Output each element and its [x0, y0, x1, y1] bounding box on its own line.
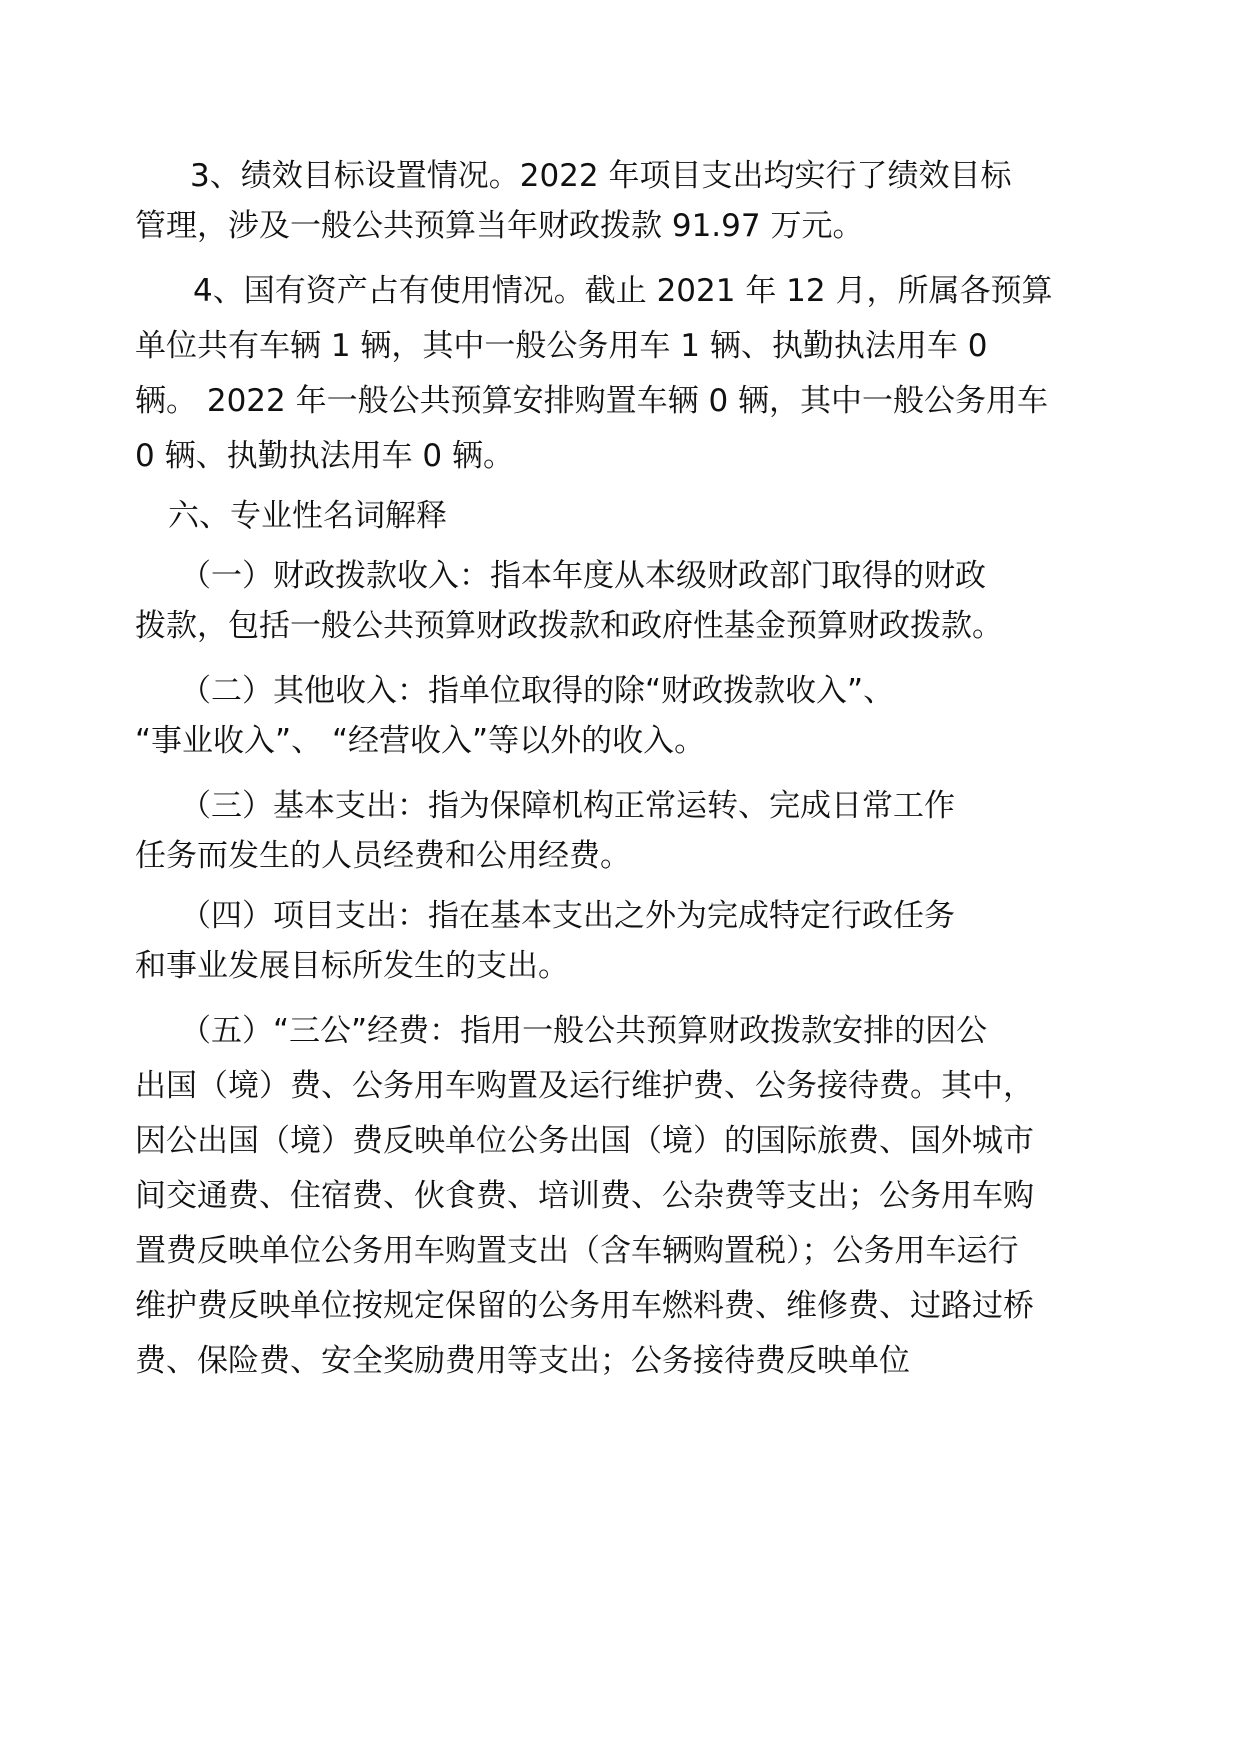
- paragraph-performance-targets-line-2: 管理，涉及一般公共预算当年财政拨款 91.97 万元。: [135, 208, 864, 244]
- term-1-line-2: 拨款，包括一般公共预算财政拨款和政府性基金预算财政拨款。: [135, 608, 1003, 644]
- term-5-line-7: 费、保险费、安全奖励费用等支出；公务接待费反映单位: [135, 1343, 910, 1379]
- term-5-line-4: 间交通费、住宿费、伙食费、培训费、公杂费等支出；公务用车购: [135, 1178, 1034, 1214]
- term-1-line-1: （一）财政拨款收入：指本年度从本级财政部门取得的财政: [180, 558, 986, 594]
- paragraph-state-assets-line-1: 4、国有资产占有使用情况。截止 2021 年 12 月，所属各预算: [193, 273, 1053, 309]
- section-heading-terminology: 六、专业性名词解释: [168, 498, 447, 534]
- paragraph-state-assets-line-2: 单位共有车辆 1 辆，其中一般公务用车 1 辆、执勤执法用车 0: [135, 328, 988, 364]
- term-2-line-2: “事业收入”、 “经营收入”等以外的收入。: [135, 723, 706, 759]
- term-4-line-1: （四）项目支出：指在基本支出之外为完成特定行政任务: [180, 898, 955, 934]
- term-5-line-3: 因公出国（境）费反映单位公务出国（境）的国际旅费、国外城市: [135, 1123, 1034, 1159]
- term-2-line-1: （二）其他收入：指单位取得的除“财政拨款收入”、: [180, 673, 895, 709]
- term-3-line-2: 任务而发生的人员经费和公用经费。: [135, 838, 631, 874]
- paragraph-state-assets-line-4: 0 辆、执勤执法用车 0 辆。: [135, 438, 515, 474]
- term-5-line-1: （五）“三公”经费：指用一般公共预算财政拨款安排的因公: [180, 1013, 988, 1049]
- term-3-line-1: （三）基本支出：指为保障机构正常运转、完成日常工作: [180, 788, 955, 824]
- term-4-line-2: 和事业发展目标所发生的支出。: [135, 948, 569, 984]
- term-5-line-2: 出国（境）费、公务用车购置及运行维护费、公务接待费。其中，: [135, 1068, 1034, 1104]
- term-5-line-5: 置费反映单位公务用车购置支出（含车辆购置税）；公务用车运行: [135, 1233, 1019, 1269]
- term-5-line-6: 维护费反映单位按规定保留的公务用车燃料费、维修费、过路过桥: [135, 1288, 1034, 1324]
- paragraph-state-assets-line-3: 辆。 2022 年一般公共预算安排购置车辆 0 辆，其中一般公务用车: [135, 383, 1049, 419]
- paragraph-performance-targets-line-1: 3、绩效目标设置情况。2022 年项目支出均实行了绩效目标: [190, 158, 1012, 194]
